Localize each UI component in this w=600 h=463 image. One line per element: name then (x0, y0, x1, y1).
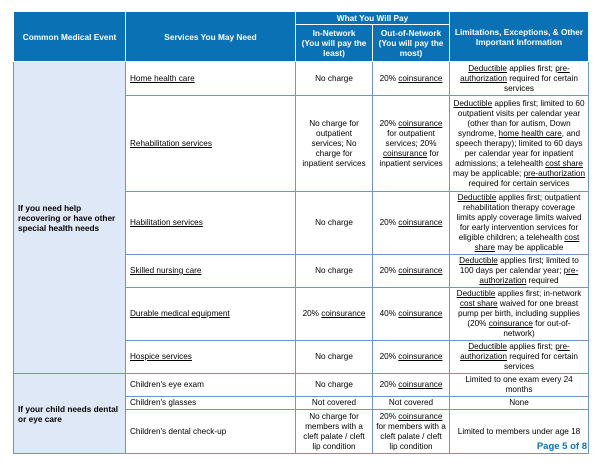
limitation-text: required (526, 276, 559, 285)
limitation-text: required for certain services (468, 178, 570, 188)
header-out-network: Out-of-Network (You will pay the most) (373, 25, 450, 62)
limitation-text: may be applicable (495, 243, 564, 252)
service-link[interactable]: Home health care (130, 73, 195, 83)
limitation-text: applies first; outpatient rehabilitation therapy coverage limits apply coverage limits waived for early intervention services for eligible children; a telehealth (456, 193, 582, 242)
header-limitations: Limitations, Exceptions, & Other Important Information (450, 12, 589, 62)
out-network-cost: Not covered (373, 397, 450, 410)
out-network-cost: 20% coinsurance for outpatient services; 20% coinsurance for inpatient services (373, 96, 450, 192)
glossary-link[interactable]: Deductible (457, 193, 497, 202)
in-network-cost: No charge (296, 255, 373, 288)
in-network-cost: Not covered (296, 397, 373, 410)
header-what-you-pay: What You Will Pay (296, 12, 450, 25)
in-network-cost: No charge (296, 62, 373, 96)
glossary-link[interactable]: Deductible (459, 256, 498, 265)
service-link[interactable]: Rehabilitation services (130, 138, 212, 148)
glossary-link[interactable]: Deductible (456, 289, 496, 298)
limitations (450, 288, 589, 341)
limitation-text: applies first; (506, 342, 556, 351)
service-link[interactable]: Hospice services (130, 352, 192, 361)
in-network-cost: 20% coinsurance (296, 288, 373, 341)
in-network-cost: No charge for outpatient services; No charge for inpatient services (296, 96, 373, 192)
limitations (450, 255, 589, 288)
glossary-link[interactable]: Deductible (453, 98, 493, 108)
limitation-text: applies first; limited to 60 outpatient visits per calendar year (other than for autism, Down syndrome, (457, 98, 585, 138)
table-row (14, 62, 589, 96)
glossary-link[interactable]: home health care (498, 128, 562, 138)
limitation-text: applies first; limited to 100 days per calendar year; (459, 256, 579, 275)
out-network-cost: 20% coinsurance (373, 62, 450, 96)
glossary-link[interactable]: Deductible (468, 63, 507, 73)
limitations (450, 341, 589, 374)
limitation-text: required for certain services (504, 73, 578, 93)
in-network-cost: No charge (296, 374, 373, 397)
in-network-cost: No charge (296, 341, 373, 374)
in-network-cost: No charge for members with a cleft palate / cleft lip condition (296, 410, 373, 454)
glossary-link[interactable]: pre-authorization (479, 266, 579, 285)
service-link[interactable]: Skilled nursing care (130, 266, 202, 275)
limitation-text: , and speech therapy); limited to 60 days per calendar year for inpatient admissions; a telehealth (455, 128, 583, 168)
glossary-link[interactable]: cost share (459, 299, 498, 308)
limitation-text: required for certain services (504, 352, 578, 371)
limitation-text: for out-of-network) (503, 319, 571, 338)
page-number: Page 5 of 8 (536, 441, 587, 452)
limitation-text: waived for one breast pump per birth, including supplies (20% (458, 299, 580, 328)
out-network-cost: 20% coinsurance (373, 192, 450, 255)
out-network-cost: 40% coinsurance (373, 288, 450, 341)
glossary-link[interactable]: pre-authorization (523, 168, 586, 178)
limitations (450, 192, 589, 255)
header-event: Common Medical Event (14, 12, 126, 62)
out-network-cost: 20% coinsurance for members with a cleft palate / cleft lip condition (373, 410, 450, 454)
service-label: Children's glasses (126, 397, 296, 410)
glossary-link[interactable]: cost share (474, 233, 580, 252)
glossary-link[interactable]: pre-authorization (460, 63, 570, 83)
limitation-text: applies first; (506, 63, 556, 73)
service-link[interactable]: Habilitation services (130, 218, 203, 227)
service-link[interactable]: Durable medical equipment (130, 309, 230, 318)
glossary-link[interactable]: coinsurance (488, 319, 533, 328)
glossary-link[interactable]: pre-authorization (460, 342, 570, 361)
glossary-link[interactable]: cost share (545, 158, 583, 168)
limitations (450, 96, 589, 192)
limitations: Limited to members under age 18 (450, 410, 589, 454)
out-network-cost: 20% coinsurance (373, 341, 450, 374)
header-in-network: In-Network (You will pay the least) (296, 25, 373, 62)
event-dental: If your child needs dental or eye care (14, 374, 126, 454)
event-recovering: If you need help recovering or have other special health needs (14, 62, 126, 374)
limitation-text: may be applicable; (453, 168, 524, 178)
limitations (450, 62, 589, 96)
service-label: Children's eye exam (126, 374, 296, 397)
service-label: Children's dental check-up (126, 410, 296, 454)
header-services: Services You May Need (126, 12, 296, 62)
table-row (14, 374, 589, 397)
coverage-table (13, 11, 589, 454)
limitations: Limited to one exam every 24 months (450, 374, 589, 397)
glossary-link[interactable]: Deductible (468, 342, 507, 351)
out-network-cost: 20% coinsurance (373, 255, 450, 288)
in-network-cost: No charge (296, 192, 373, 255)
limitation-text: applies first; in-network (495, 289, 582, 298)
limitations: None (450, 397, 589, 410)
out-network-cost: 20% coinsurance (373, 374, 450, 397)
